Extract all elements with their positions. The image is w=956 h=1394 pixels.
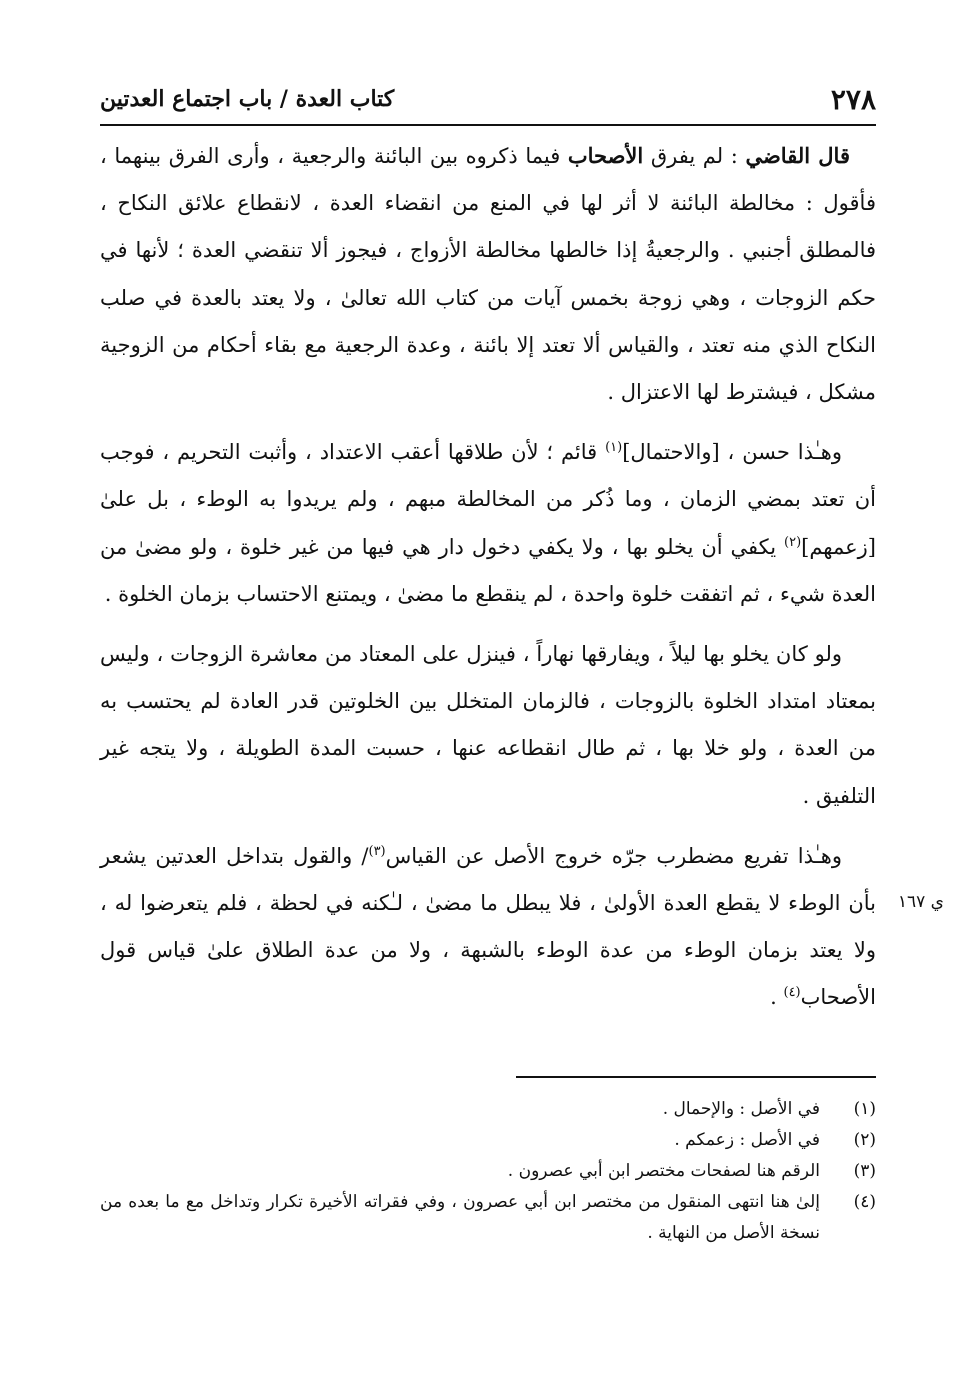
paragraph-text: ولو كان يخلو بها ليلاً ، ويفارقها نهاراً ، فينزل على المعتاد من معاشرة الزوجات ، وليس بمعتاد امتداد الخلوة بالزوجات ، فالزمان المتخلل بين الخلوتين قدر العادة لم يحتسب به من العدة ، ولو خلا بها ، ثم طال انقطاعه عنها ، حسبت المدة الطويلة ، ولا يتجه غير التلفيق . — [100, 642, 876, 808]
footnote-ref-3[interactable]: (٣) — [368, 843, 386, 859]
footnote-4 — [100, 1187, 876, 1249]
paragraph-text: قائم ؛ لأن طلاقها أعقب الاعتداد ، وأثبت التحريم ، فوجب أن تعتد بمضي الزمان ، وما ذُكر من المخالطة مبهم ، ولم يريدوا به الوطء ، بل علىٰ [زعمهم] — [100, 440, 876, 559]
footnote-3 — [100, 1156, 876, 1187]
paragraph-text: . — [770, 985, 784, 1010]
main-text — [100, 132, 876, 1022]
footnote-2 — [100, 1125, 876, 1156]
running-title: كتاب العدة / باب اجتماع العدتين — [100, 86, 395, 112]
paragraph-lead: قال القاضي — [745, 143, 850, 168]
paragraph-text: فيما ذكروه بين البائنة والرجعية ، وأرى الفرق بينهما ، فأقول : مخالطة البائنة لا أثر لها في المنع من انقضاء العدة ، لانقطاع علائق النكاح ، فالمطلق أجنبي . والرجعيةُ إذا خالطها مخالطة الأزواج ، فيجوز ألا تنقضي العدة ؛ لأنها في حكم الزوجات ، وهي زوجة بخمس آيات من كتاب الله تعالىٰ ، ولا يعتد بالعدة في صلب النكاح الذي منه تعتد ، والقياس ألا تعتد إلا بائنة ، وعدة الرجعية مع بقاء أحكام من الزوجية مشكل ، فيشترط لها الاعتزال . — [100, 144, 876, 405]
paragraph-text: يكفي أن يخلو بها ، ولا يكفي دخول دار هي فيها من غير خلوة ، ولو مضىٰ من العدة شيء ، ثم اتفقت خلوة واحدة ، لم ينقطع ما مضىٰ ، ويمتنع الاحتساب بزمان الخلوة . — [100, 534, 876, 606]
footnote-number: (٣) — [853, 1161, 876, 1181]
footnote-ref-1[interactable]: (١) — [605, 440, 623, 456]
footnote-text: إلىٰ هنا انتهى المنقول من مختصر ابن أبي عصرون ، وفي فقراته الأخيرة تكرار وتداخل مع ما بعده من نسخة الأصل من النهاية . — [100, 1192, 820, 1243]
margin-page-marker: ي ١٦٧ — [897, 892, 944, 912]
page-number: ٢٧٨ — [830, 82, 876, 116]
footnote-text: في الأصل : والإحمال . — [662, 1099, 820, 1119]
footnote-number: (٢) — [853, 1130, 876, 1150]
paragraph-text: : لم يفرق — [643, 144, 746, 168]
footnote-ref-2[interactable]: (٢) — [784, 534, 802, 550]
footnote-1 — [100, 1094, 876, 1125]
page-header — [100, 80, 876, 126]
footnote-number: (١) — [853, 1099, 876, 1119]
paragraph-text: / والقول بتداخل العدتين يشعر بأن الوطء لا يقطع العدة الأولىٰ ، فلا يبطل ما مضىٰ ، لـٰكنه في لحظة ، فلم يتعرضوا له ، ولا يعتد بزمان الوطء من عدة الوطء بالشبهة ، ولا من عدة الطلاق علىٰ قياس قول الأصحاب — [100, 843, 876, 1010]
footnote-text: في الأصل : زعمكم . — [674, 1130, 820, 1150]
footnote-text: الرقم هنا لصفحات مختصر ابن أبي عصرون . — [507, 1161, 820, 1181]
paragraph-4 — [100, 833, 876, 1022]
paragraph-text: وهـٰذا تفريع مضطرب جرّه خروج الأصل عن القياس — [385, 843, 843, 868]
paragraph-2 — [100, 429, 876, 618]
footnotes — [100, 1094, 876, 1249]
paragraph-text: وهـٰذا حسن ، [والاحتمال] — [622, 440, 842, 465]
footnote-ref-4[interactable]: (٤) — [783, 985, 801, 1001]
paragraph-3 — [100, 631, 876, 820]
paragraph-1 — [100, 132, 876, 416]
footnote-separator — [516, 1076, 876, 1078]
footnote-number: (٤) — [853, 1192, 876, 1212]
paragraph-bold-term: الأصحاب — [567, 143, 644, 168]
